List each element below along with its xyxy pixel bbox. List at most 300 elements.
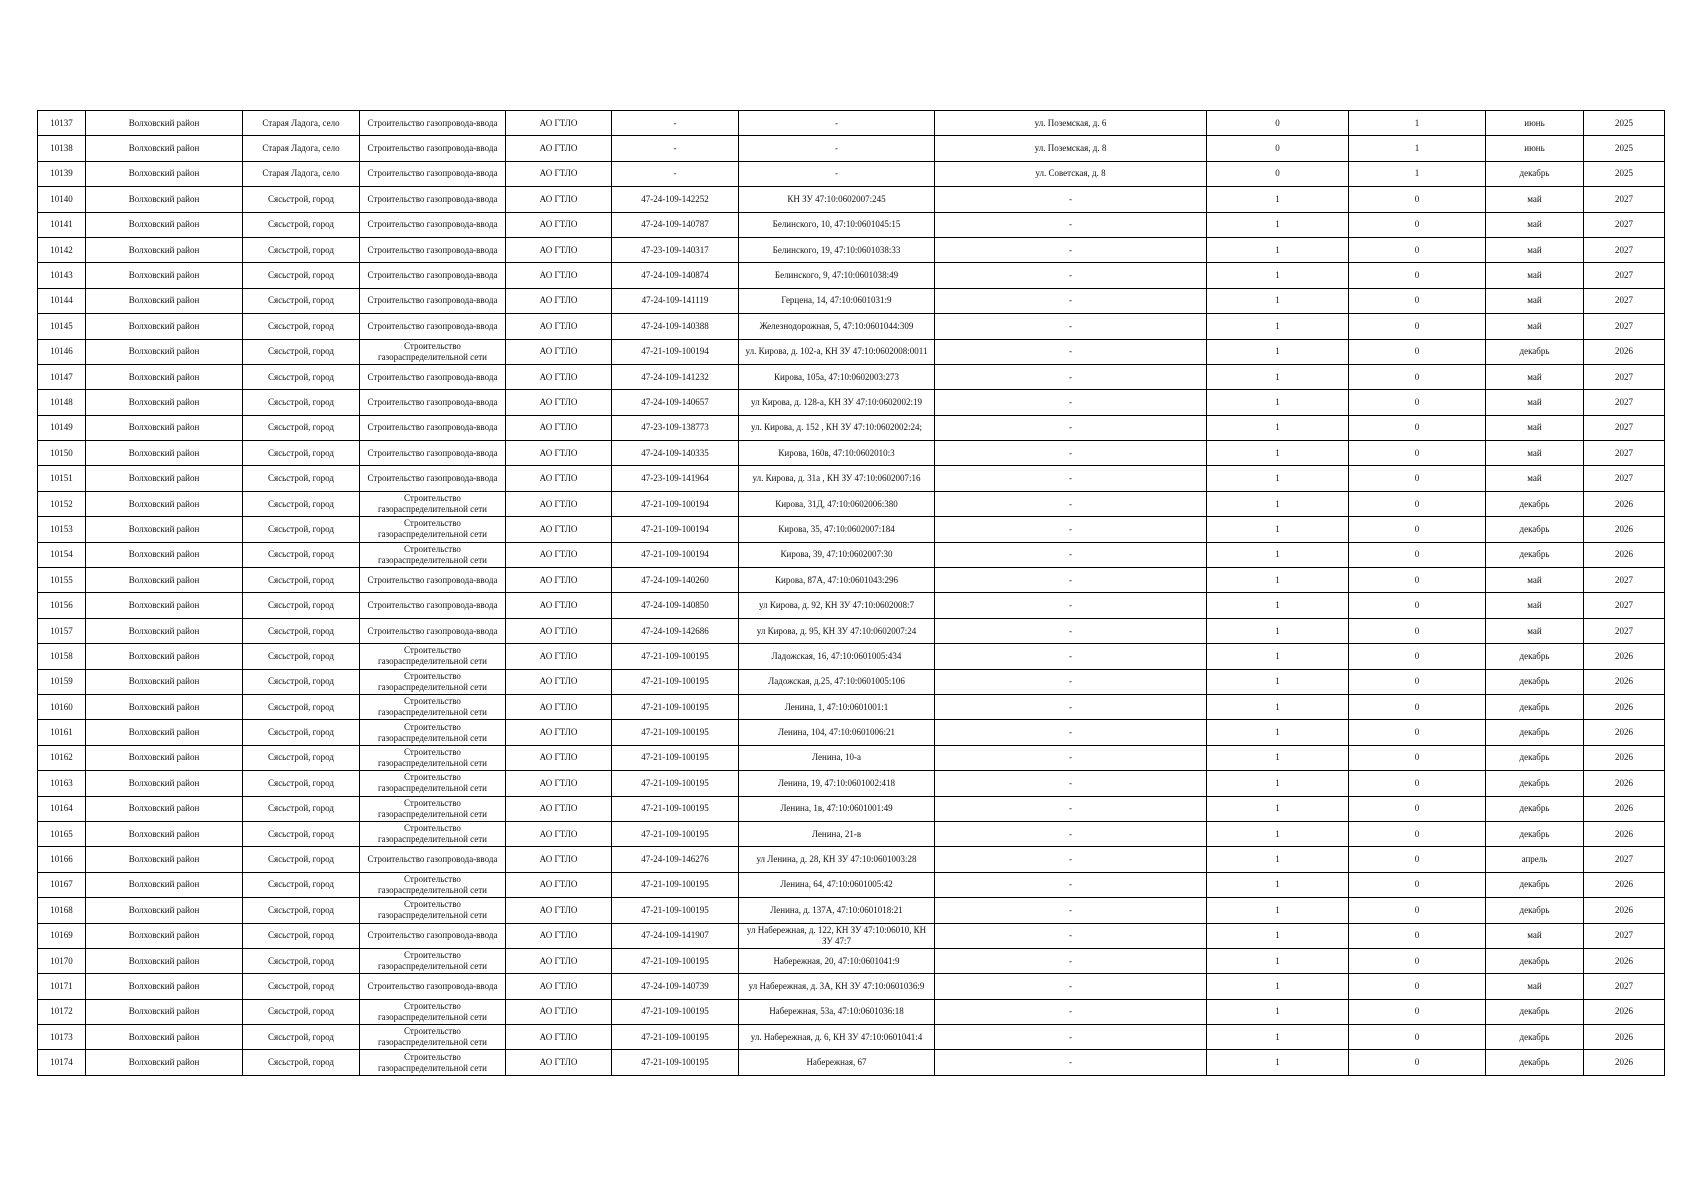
organization-cell: АО ГТЛО: [506, 111, 612, 136]
month-cell: май: [1486, 618, 1584, 643]
count-b-cell: 0: [1349, 669, 1486, 694]
table-row: [38, 720, 1665, 745]
row-number-cell: 10174: [38, 1050, 86, 1075]
address-cadastre-cell: ул Кирова, д. 95, КН ЗУ 47:10:0602007:24: [739, 618, 935, 643]
work-type-cell: Строительство газораспределительной сети: [360, 771, 506, 796]
application-number-cell: 47-21-109-100195: [612, 745, 739, 770]
year-cell: 2026: [1584, 1025, 1665, 1050]
application-number-cell: 47-21-109-100195: [612, 999, 739, 1024]
work-type-cell: Строительство газораспределительной сети: [360, 821, 506, 846]
count-b-cell: 0: [1349, 796, 1486, 821]
count-a-cell: 1: [1207, 263, 1349, 288]
work-type-cell: Строительство газораспределительной сети: [360, 999, 506, 1024]
year-cell: 2027: [1584, 847, 1665, 872]
year-cell: 2027: [1584, 618, 1665, 643]
year-cell: 2025: [1584, 161, 1665, 186]
district-cell: Волховский район: [86, 999, 243, 1024]
month-cell: декабрь: [1486, 999, 1584, 1024]
count-b-cell: 0: [1349, 491, 1486, 516]
month-cell: декабрь: [1486, 644, 1584, 669]
year-cell: 2026: [1584, 872, 1665, 897]
settlement-cell: Сясьстрой, город: [243, 466, 360, 491]
year-cell: 2026: [1584, 898, 1665, 923]
row-number-cell: 10153: [38, 517, 86, 542]
application-number-cell: -: [612, 111, 739, 136]
settlement-cell: Сясьстрой, город: [243, 821, 360, 846]
application-number-cell: 47-24-109-142252: [612, 187, 739, 212]
year-cell: 2026: [1584, 821, 1665, 846]
application-number-cell: 47-21-109-100195: [612, 872, 739, 897]
address-cadastre-cell: Кирова, 87А, 47:10:0601043:296: [739, 568, 935, 593]
application-number-cell: 47-24-109-146276: [612, 847, 739, 872]
address-cadastre-cell: -: [739, 111, 935, 136]
organization-cell: АО ГТЛО: [506, 1050, 612, 1075]
table-row: [38, 923, 1665, 948]
district-cell: Волховский район: [86, 161, 243, 186]
row-number-cell: 10160: [38, 694, 86, 719]
table-row: [38, 568, 1665, 593]
year-cell: 2027: [1584, 237, 1665, 262]
organization-cell: АО ГТЛО: [506, 263, 612, 288]
table-row: [38, 288, 1665, 313]
count-a-cell: 1: [1207, 872, 1349, 897]
count-a-cell: 0: [1207, 111, 1349, 136]
month-cell: декабрь: [1486, 898, 1584, 923]
street-address-cell: -: [935, 745, 1207, 770]
district-cell: Волховский район: [86, 771, 243, 796]
table-row: [38, 111, 1665, 136]
count-b-cell: 0: [1349, 314, 1486, 339]
count-a-cell: 1: [1207, 618, 1349, 643]
settlement-cell: Сясьстрой, город: [243, 872, 360, 897]
month-cell: декабрь: [1486, 948, 1584, 973]
row-number-cell: 10141: [38, 212, 86, 237]
district-cell: Волховский район: [86, 517, 243, 542]
month-cell: декабрь: [1486, 339, 1584, 364]
application-number-cell: 47-21-109-100195: [612, 1050, 739, 1075]
count-b-cell: 0: [1349, 771, 1486, 796]
count-a-cell: 1: [1207, 898, 1349, 923]
settlement-cell: Старая Ладога, село: [243, 111, 360, 136]
application-number-cell: 47-21-109-100195: [612, 694, 739, 719]
month-cell: май: [1486, 466, 1584, 491]
work-type-cell: Строительство газопровода-ввода: [360, 136, 506, 161]
address-cadastre-cell: Белинского, 10, 47:10:0601045:15: [739, 212, 935, 237]
row-number-cell: 10152: [38, 491, 86, 516]
settlement-cell: Сясьстрой, город: [243, 517, 360, 542]
organization-cell: АО ГТЛО: [506, 491, 612, 516]
count-a-cell: 1: [1207, 796, 1349, 821]
work-type-cell: Строительство газопровода-ввода: [360, 288, 506, 313]
table-row: [38, 771, 1665, 796]
district-cell: Волховский район: [86, 491, 243, 516]
address-cadastre-cell: ул. Кирова, д. 102-а, КН ЗУ 47:10:0602008:0011: [739, 339, 935, 364]
district-cell: Волховский район: [86, 390, 243, 415]
settlement-cell: Сясьстрой, город: [243, 847, 360, 872]
year-cell: 2026: [1584, 339, 1665, 364]
application-number-cell: 47-21-109-100195: [612, 948, 739, 973]
address-cadastre-cell: -: [739, 161, 935, 186]
table-row: [38, 314, 1665, 339]
count-b-cell: 0: [1349, 263, 1486, 288]
street-address-cell: -: [935, 339, 1207, 364]
work-type-cell: Строительство газораспределительной сети: [360, 796, 506, 821]
work-type-cell: Строительство газораспределительной сети: [360, 872, 506, 897]
street-address-cell: -: [935, 669, 1207, 694]
count-b-cell: 0: [1349, 923, 1486, 948]
month-cell: декабрь: [1486, 821, 1584, 846]
month-cell: декабрь: [1486, 161, 1584, 186]
settlement-cell: Сясьстрой, город: [243, 974, 360, 999]
row-number-cell: 10154: [38, 542, 86, 567]
settlement-cell: Сясьстрой, город: [243, 694, 360, 719]
street-address-cell: -: [935, 466, 1207, 491]
year-cell: 2026: [1584, 644, 1665, 669]
district-cell: Волховский район: [86, 669, 243, 694]
address-cadastre-cell: Ладожская, д.25, 47:10:0601005:106: [739, 669, 935, 694]
year-cell: 2027: [1584, 390, 1665, 415]
count-a-cell: 1: [1207, 745, 1349, 770]
month-cell: декабрь: [1486, 1025, 1584, 1050]
settlement-cell: Сясьстрой, город: [243, 237, 360, 262]
organization-cell: АО ГТЛО: [506, 364, 612, 389]
count-a-cell: 1: [1207, 821, 1349, 846]
address-cadastre-cell: Белинского, 9, 47:10:0601038:49: [739, 263, 935, 288]
application-number-cell: 47-21-109-100195: [612, 771, 739, 796]
address-cadastre-cell: Герцена, 14, 47:10:0601031:9: [739, 288, 935, 313]
year-cell: 2026: [1584, 948, 1665, 973]
month-cell: декабрь: [1486, 669, 1584, 694]
year-cell: 2027: [1584, 466, 1665, 491]
table-row: [38, 974, 1665, 999]
street-address-cell: -: [935, 187, 1207, 212]
application-number-cell: 47-21-109-100195: [612, 720, 739, 745]
count-a-cell: 1: [1207, 694, 1349, 719]
table-row: [38, 415, 1665, 440]
settlement-cell: Сясьстрой, город: [243, 187, 360, 212]
month-cell: май: [1486, 212, 1584, 237]
table-row: [38, 466, 1665, 491]
settlement-cell: Сясьстрой, город: [243, 796, 360, 821]
row-number-cell: 10173: [38, 1025, 86, 1050]
row-number-cell: 10155: [38, 568, 86, 593]
address-cadastre-cell: Ладожская, 16, 47:10:0601005:434: [739, 644, 935, 669]
count-a-cell: 1: [1207, 669, 1349, 694]
application-number-cell: 47-21-109-100194: [612, 517, 739, 542]
row-number-cell: 10170: [38, 948, 86, 973]
settlement-cell: Сясьстрой, город: [243, 339, 360, 364]
street-address-cell: -: [935, 212, 1207, 237]
settlement-cell: Сясьстрой, город: [243, 948, 360, 973]
settlement-cell: Старая Ладога, село: [243, 161, 360, 186]
row-number-cell: 10172: [38, 999, 86, 1024]
organization-cell: АО ГТЛО: [506, 669, 612, 694]
address-cadastre-cell: Ленина, 21-в: [739, 821, 935, 846]
district-cell: Волховский район: [86, 923, 243, 948]
work-type-cell: Строительство газопровода-ввода: [360, 212, 506, 237]
year-cell: 2027: [1584, 364, 1665, 389]
application-number-cell: 47-24-109-141119: [612, 288, 739, 313]
year-cell: 2026: [1584, 720, 1665, 745]
row-number-cell: 10165: [38, 821, 86, 846]
table-row: [38, 491, 1665, 516]
year-cell: 2027: [1584, 314, 1665, 339]
row-number-cell: 10150: [38, 441, 86, 466]
year-cell: 2027: [1584, 974, 1665, 999]
count-a-cell: 1: [1207, 974, 1349, 999]
street-address-cell: -: [935, 720, 1207, 745]
year-cell: 2026: [1584, 669, 1665, 694]
table-row: [38, 898, 1665, 923]
address-cadastre-cell: ул Набережная, д. 3А, КН ЗУ 47:10:0601036:9: [739, 974, 935, 999]
address-cadastre-cell: Белинского, 19, 47:10:0601038:33: [739, 237, 935, 262]
street-address-cell: -: [935, 974, 1207, 999]
application-number-cell: 47-21-109-100195: [612, 821, 739, 846]
district-cell: Волховский район: [86, 872, 243, 897]
table-row: [38, 364, 1665, 389]
district-cell: Волховский район: [86, 1025, 243, 1050]
street-address-cell: -: [935, 644, 1207, 669]
table-row: [38, 339, 1665, 364]
district-cell: Волховский район: [86, 568, 243, 593]
count-b-cell: 0: [1349, 288, 1486, 313]
year-cell: 2027: [1584, 441, 1665, 466]
settlement-cell: Сясьстрой, город: [243, 923, 360, 948]
street-address-cell: -: [935, 694, 1207, 719]
settlement-cell: Сясьстрой, город: [243, 390, 360, 415]
application-number-cell: 47-21-109-100195: [612, 796, 739, 821]
year-cell: 2025: [1584, 136, 1665, 161]
organization-cell: АО ГТЛО: [506, 568, 612, 593]
month-cell: май: [1486, 974, 1584, 999]
settlement-cell: Сясьстрой, город: [243, 644, 360, 669]
year-cell: 2027: [1584, 415, 1665, 440]
address-cadastre-cell: ул. Набережная, д. 6, КН ЗУ 47:10:0601041:4: [739, 1025, 935, 1050]
month-cell: май: [1486, 364, 1584, 389]
count-a-cell: 1: [1207, 644, 1349, 669]
organization-cell: АО ГТЛО: [506, 1025, 612, 1050]
count-a-cell: 1: [1207, 568, 1349, 593]
settlement-cell: Сясьстрой, город: [243, 568, 360, 593]
month-cell: декабрь: [1486, 771, 1584, 796]
settlement-cell: Сясьстрой, город: [243, 745, 360, 770]
street-address-cell: -: [935, 593, 1207, 618]
count-a-cell: 1: [1207, 923, 1349, 948]
count-b-cell: 0: [1349, 568, 1486, 593]
organization-cell: АО ГТЛО: [506, 745, 612, 770]
district-cell: Волховский район: [86, 263, 243, 288]
street-address-cell: -: [935, 314, 1207, 339]
street-address-cell: -: [935, 999, 1207, 1024]
application-number-cell: 47-23-109-138773: [612, 415, 739, 440]
table-row: [38, 847, 1665, 872]
address-cadastre-cell: Кирова, 35, 47:10:0602007:184: [739, 517, 935, 542]
count-b-cell: 0: [1349, 694, 1486, 719]
organization-cell: АО ГТЛО: [506, 821, 612, 846]
count-b-cell: 0: [1349, 364, 1486, 389]
month-cell: май: [1486, 263, 1584, 288]
month-cell: декабрь: [1486, 872, 1584, 897]
month-cell: декабрь: [1486, 542, 1584, 567]
row-number-cell: 10137: [38, 111, 86, 136]
work-type-cell: Строительство газопровода-ввода: [360, 466, 506, 491]
settlement-cell: Сясьстрой, город: [243, 263, 360, 288]
table-row: [38, 187, 1665, 212]
application-number-cell: 47-21-109-100194: [612, 339, 739, 364]
month-cell: декабрь: [1486, 694, 1584, 719]
street-address-cell: -: [935, 821, 1207, 846]
table-row: [38, 796, 1665, 821]
count-b-cell: 1: [1349, 161, 1486, 186]
month-cell: май: [1486, 237, 1584, 262]
work-type-cell: Строительство газопровода-ввода: [360, 923, 506, 948]
work-type-cell: Строительство газопровода-ввода: [360, 364, 506, 389]
month-cell: апрель: [1486, 847, 1584, 872]
application-number-cell: 47-21-109-100195: [612, 669, 739, 694]
street-address-cell: -: [935, 847, 1207, 872]
organization-cell: АО ГТЛО: [506, 644, 612, 669]
work-type-cell: Строительство газопровода-ввода: [360, 111, 506, 136]
organization-cell: АО ГТЛО: [506, 948, 612, 973]
count-b-cell: 1: [1349, 136, 1486, 161]
count-b-cell: 0: [1349, 212, 1486, 237]
work-type-cell: Строительство газопровода-ввода: [360, 237, 506, 262]
work-type-cell: Строительство газораспределительной сети: [360, 669, 506, 694]
table-row: [38, 593, 1665, 618]
table-row: [38, 390, 1665, 415]
table-row: [38, 694, 1665, 719]
street-address-cell: ул. Советская, д. 8: [935, 161, 1207, 186]
settlement-cell: Сясьстрой, город: [243, 593, 360, 618]
table-row: [38, 136, 1665, 161]
count-a-cell: 1: [1207, 339, 1349, 364]
district-cell: Волховский район: [86, 694, 243, 719]
district-cell: Волховский район: [86, 136, 243, 161]
application-number-cell: 47-24-109-141232: [612, 364, 739, 389]
district-cell: Волховский район: [86, 796, 243, 821]
count-b-cell: 0: [1349, 847, 1486, 872]
count-a-cell: 1: [1207, 237, 1349, 262]
street-address-cell: -: [935, 1025, 1207, 1050]
work-type-cell: Строительство газораспределительной сети: [360, 694, 506, 719]
street-address-cell: -: [935, 618, 1207, 643]
organization-cell: АО ГТЛО: [506, 212, 612, 237]
count-b-cell: 0: [1349, 745, 1486, 770]
table-row: [38, 212, 1665, 237]
table-row: [38, 948, 1665, 973]
address-cadastre-cell: ул Набережная, д. 122, КН ЗУ 47:10:06010, КН ЗУ 47:7: [739, 923, 935, 948]
application-number-cell: 47-21-109-100194: [612, 491, 739, 516]
work-type-cell: Строительство газораспределительной сети: [360, 1025, 506, 1050]
organization-cell: АО ГТЛО: [506, 314, 612, 339]
address-cadastre-cell: Ленина, 10-а: [739, 745, 935, 770]
settlement-cell: Сясьстрой, город: [243, 720, 360, 745]
month-cell: май: [1486, 390, 1584, 415]
organization-cell: АО ГТЛО: [506, 187, 612, 212]
work-type-cell: Строительство газораспределительной сети: [360, 542, 506, 567]
organization-cell: АО ГТЛО: [506, 872, 612, 897]
count-a-cell: 1: [1207, 491, 1349, 516]
year-cell: 2027: [1584, 288, 1665, 313]
work-type-cell: Строительство газораспределительной сети: [360, 720, 506, 745]
application-number-cell: 47-21-109-100195: [612, 644, 739, 669]
organization-cell: АО ГТЛО: [506, 339, 612, 364]
street-address-cell: -: [935, 948, 1207, 973]
count-a-cell: 0: [1207, 136, 1349, 161]
table-row: [38, 1025, 1665, 1050]
row-number-cell: 10151: [38, 466, 86, 491]
year-cell: 2027: [1584, 923, 1665, 948]
row-number-cell: 10161: [38, 720, 86, 745]
count-a-cell: 1: [1207, 999, 1349, 1024]
row-number-cell: 10147: [38, 364, 86, 389]
organization-cell: АО ГТЛО: [506, 136, 612, 161]
work-type-cell: Строительство газопровода-ввода: [360, 314, 506, 339]
row-number-cell: 10140: [38, 187, 86, 212]
count-b-cell: 0: [1349, 974, 1486, 999]
row-number-cell: 10171: [38, 974, 86, 999]
row-number-cell: 10146: [38, 339, 86, 364]
count-a-cell: 1: [1207, 441, 1349, 466]
year-cell: 2026: [1584, 542, 1665, 567]
month-cell: май: [1486, 568, 1584, 593]
work-type-cell: Строительство газораспределительной сети: [360, 898, 506, 923]
district-cell: Волховский район: [86, 948, 243, 973]
work-type-cell: Строительство газораспределительной сети: [360, 745, 506, 770]
count-a-cell: 1: [1207, 847, 1349, 872]
count-b-cell: 0: [1349, 339, 1486, 364]
application-number-cell: 47-24-109-142686: [612, 618, 739, 643]
month-cell: декабрь: [1486, 720, 1584, 745]
table-row: [38, 517, 1665, 542]
row-number-cell: 10138: [38, 136, 86, 161]
work-type-cell: Строительство газопровода-ввода: [360, 618, 506, 643]
work-type-cell: Строительство газопровода-ввода: [360, 187, 506, 212]
street-address-cell: -: [935, 542, 1207, 567]
year-cell: 2026: [1584, 745, 1665, 770]
month-cell: май: [1486, 415, 1584, 440]
count-a-cell: 1: [1207, 517, 1349, 542]
address-cadastre-cell: ул. Кирова, д. 31а , КН ЗУ 47:10:0602007:16: [739, 466, 935, 491]
table-row: [38, 618, 1665, 643]
work-type-cell: Строительство газопровода-ввода: [360, 441, 506, 466]
count-a-cell: 1: [1207, 1025, 1349, 1050]
settlement-cell: Сясьстрой, город: [243, 288, 360, 313]
count-b-cell: 0: [1349, 593, 1486, 618]
month-cell: июнь: [1486, 111, 1584, 136]
address-cadastre-cell: Ленина, 19, 47:10:0601002:418: [739, 771, 935, 796]
row-number-cell: 10143: [38, 263, 86, 288]
district-cell: Волховский район: [86, 821, 243, 846]
count-b-cell: 0: [1349, 821, 1486, 846]
application-number-cell: 47-24-109-140739: [612, 974, 739, 999]
street-address-cell: -: [935, 796, 1207, 821]
count-a-cell: 1: [1207, 288, 1349, 313]
count-b-cell: 0: [1349, 1050, 1486, 1075]
work-type-cell: Строительство газопровода-ввода: [360, 263, 506, 288]
count-b-cell: 1: [1349, 111, 1486, 136]
year-cell: 2027: [1584, 263, 1665, 288]
street-address-cell: -: [935, 263, 1207, 288]
count-b-cell: 0: [1349, 466, 1486, 491]
count-a-cell: 1: [1207, 390, 1349, 415]
organization-cell: АО ГТЛО: [506, 390, 612, 415]
district-cell: Волховский район: [86, 720, 243, 745]
application-number-cell: 47-23-109-141964: [612, 466, 739, 491]
street-address-cell: -: [935, 872, 1207, 897]
count-a-cell: 1: [1207, 948, 1349, 973]
district-cell: Волховский район: [86, 618, 243, 643]
